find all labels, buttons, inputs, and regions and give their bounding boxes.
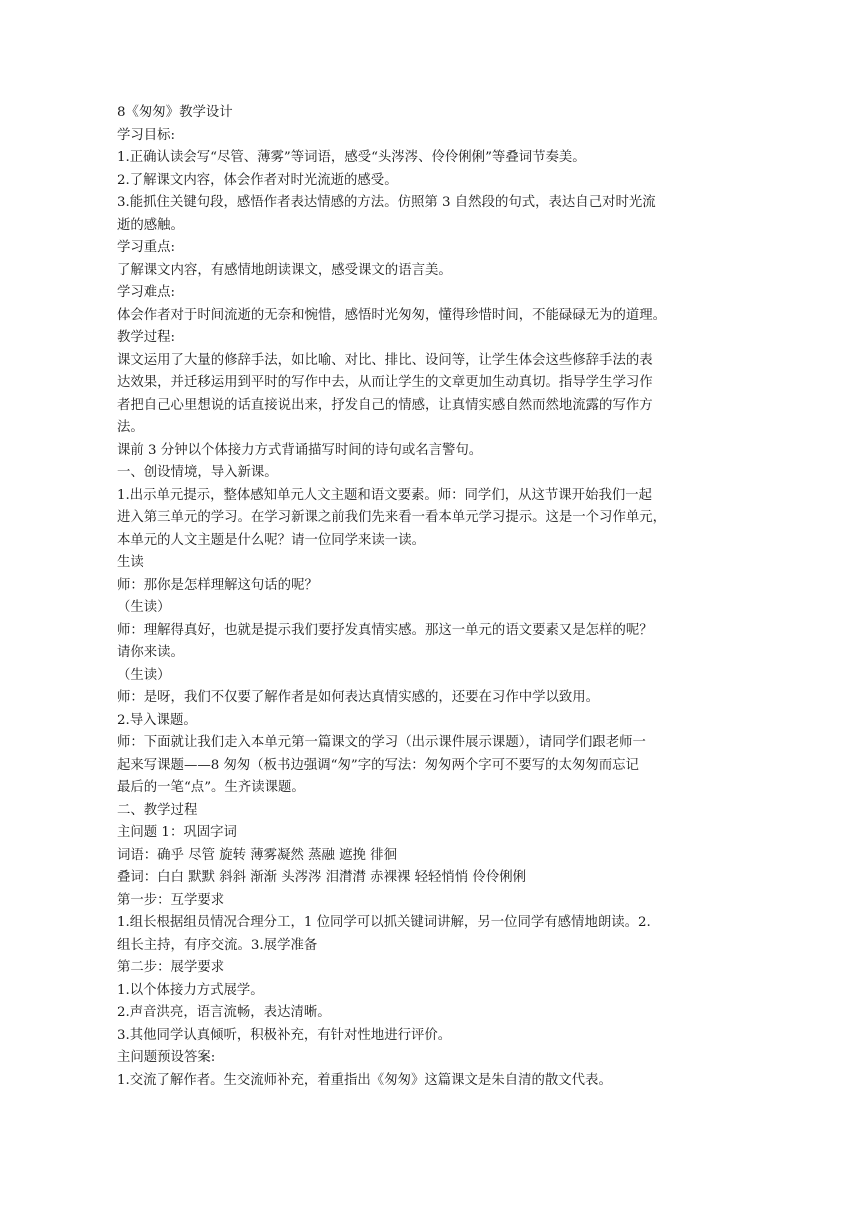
text-line: 进入第三单元的学习。在学习新课之前我们先来看一看本单元学习提示。这是一个习作单元， [117,510,667,525]
text-line: 组长主持，有序交流。3.展学准备 [117,937,318,953]
text-line: 1.正确认读会写“尽管、薄雾”等词语，感受“头涔涔、伶伶俐俐”等叠词节奏美。 [117,150,586,165]
text-line: 最后的一笔“点”。生齐读课题。 [117,780,305,795]
text-line: 课文运用了大量的修辞手法，如比喻、对比、排比、设问等，让学生体会这些修辞手法的表 [117,352,653,368]
text-line: 第一步：互学要求 [117,892,225,908]
text-line: 师：下面就让我们走入本单元第一篇课文的学习（出示课件展示课题），请同学们跟老师一 [117,735,646,750]
text-line: 2.声音洪亮，语言流畅，表达清晰。 [117,1005,331,1020]
text-line: 1.以个体接力方式展学。 [117,982,264,998]
text-line: 课前 3 分钟以个体接力方式背诵描写时间的诗句或名言警句。 [117,442,483,458]
text-line: 2.导入课题。 [117,712,197,728]
text-line: 体会作者对于时间流逝的无奈和惋惜，感悟时光匆匆，懂得珍惜时间，不能碌碌无为的道理。 [117,307,667,323]
section-heading: 学习难点: [117,285,176,300]
text-line: 3.能抓住关键句段，感悟作者表达情感的方法。仿照第 3 自然段的句式，表达自己对时光流 [117,195,656,210]
text-line: 起来写课题——8 匆匆（板书边强调“匆”字的写法：匆匆两个字可不要写的太匆匆而忘记 [117,757,639,773]
text-line: 1.出示单元提示，整体感知单元人文主题和语文要素。师：同学们，从这节课开始我们一起 [117,487,653,503]
text-line: 学习目标: [117,127,176,143]
text-line: 叠词：白白 默默 斜斜 渐渐 头涔涔 泪潸潸 赤裸裸 轻轻悄悄 伶伶俐俐 [117,870,526,885]
text-line: 生读 [117,555,144,570]
text-line: 师：是呀，我们不仅要了解作者是如何表达真情实感的，还要在习作中学以致用。 [117,690,600,705]
text-line: 主问题预设答案: [117,1050,216,1065]
text-line: 达效果，并迁移运用到平时的写作中去，从而让学生的文章更加生动真切。指导学生学习作 [117,375,653,390]
text-line: 第二步：展学要求 [117,960,225,975]
text-line: 了解课文内容，有感情地朗读课文，感受课文的语言美。 [117,262,452,278]
text-line: （生读） [117,600,171,615]
text-line: （生读） [117,667,171,683]
text-line: 法。 [117,420,144,435]
text-line: 3.其他同学认真倾听，积极补充，有针对性地进行评价。 [117,1027,452,1043]
text-line: 1.交流了解作者。生交流师补充，着重指出《匆匆》这篇课文是朱自清的散文代表。 [117,1072,612,1088]
text-line: 本单元的人文主题是什么呢？请一位同学来读一读。 [117,532,425,548]
text-line: 主问题 1：巩固字词 [117,825,237,840]
document-title: 8《匆匆》教学设计 [117,105,233,120]
text-line: 师：那你是怎样理解这句话的呢？ [117,577,318,593]
text-line: 逝的感触。 [117,217,184,233]
text-line: 师：理解得真好，也就是提示我们要抒发真情实感。那这一单元的语文要素又是怎样的呢？ [117,622,653,638]
document-page [117,102,735,1092]
text-line: 请你来读。 [117,645,184,660]
section-heading: 二、教学过程 [117,802,198,818]
section-heading: 一、创设情境，导入新课。 [117,465,278,480]
section-heading: 学习重点: [117,240,176,255]
text-line: 1.组长根据组员情况合理分工，1 位同学可以抓关键词讲解，另一位同学有感情地朗读。2. [117,915,651,930]
section-heading: 教学过程: [117,330,176,345]
text-line: 2.了解课文内容，体会作者对时光流逝的感受。 [117,172,398,188]
text-line: 词语：确乎 尽管 旋转 薄雾凝然 蒸融 遮挽 徘徊 [117,847,397,863]
text-line: 者把自己心里想说的话直接说出来，抒发自己的情感，让真情实感自然而然地流露的写作方 [117,397,653,413]
